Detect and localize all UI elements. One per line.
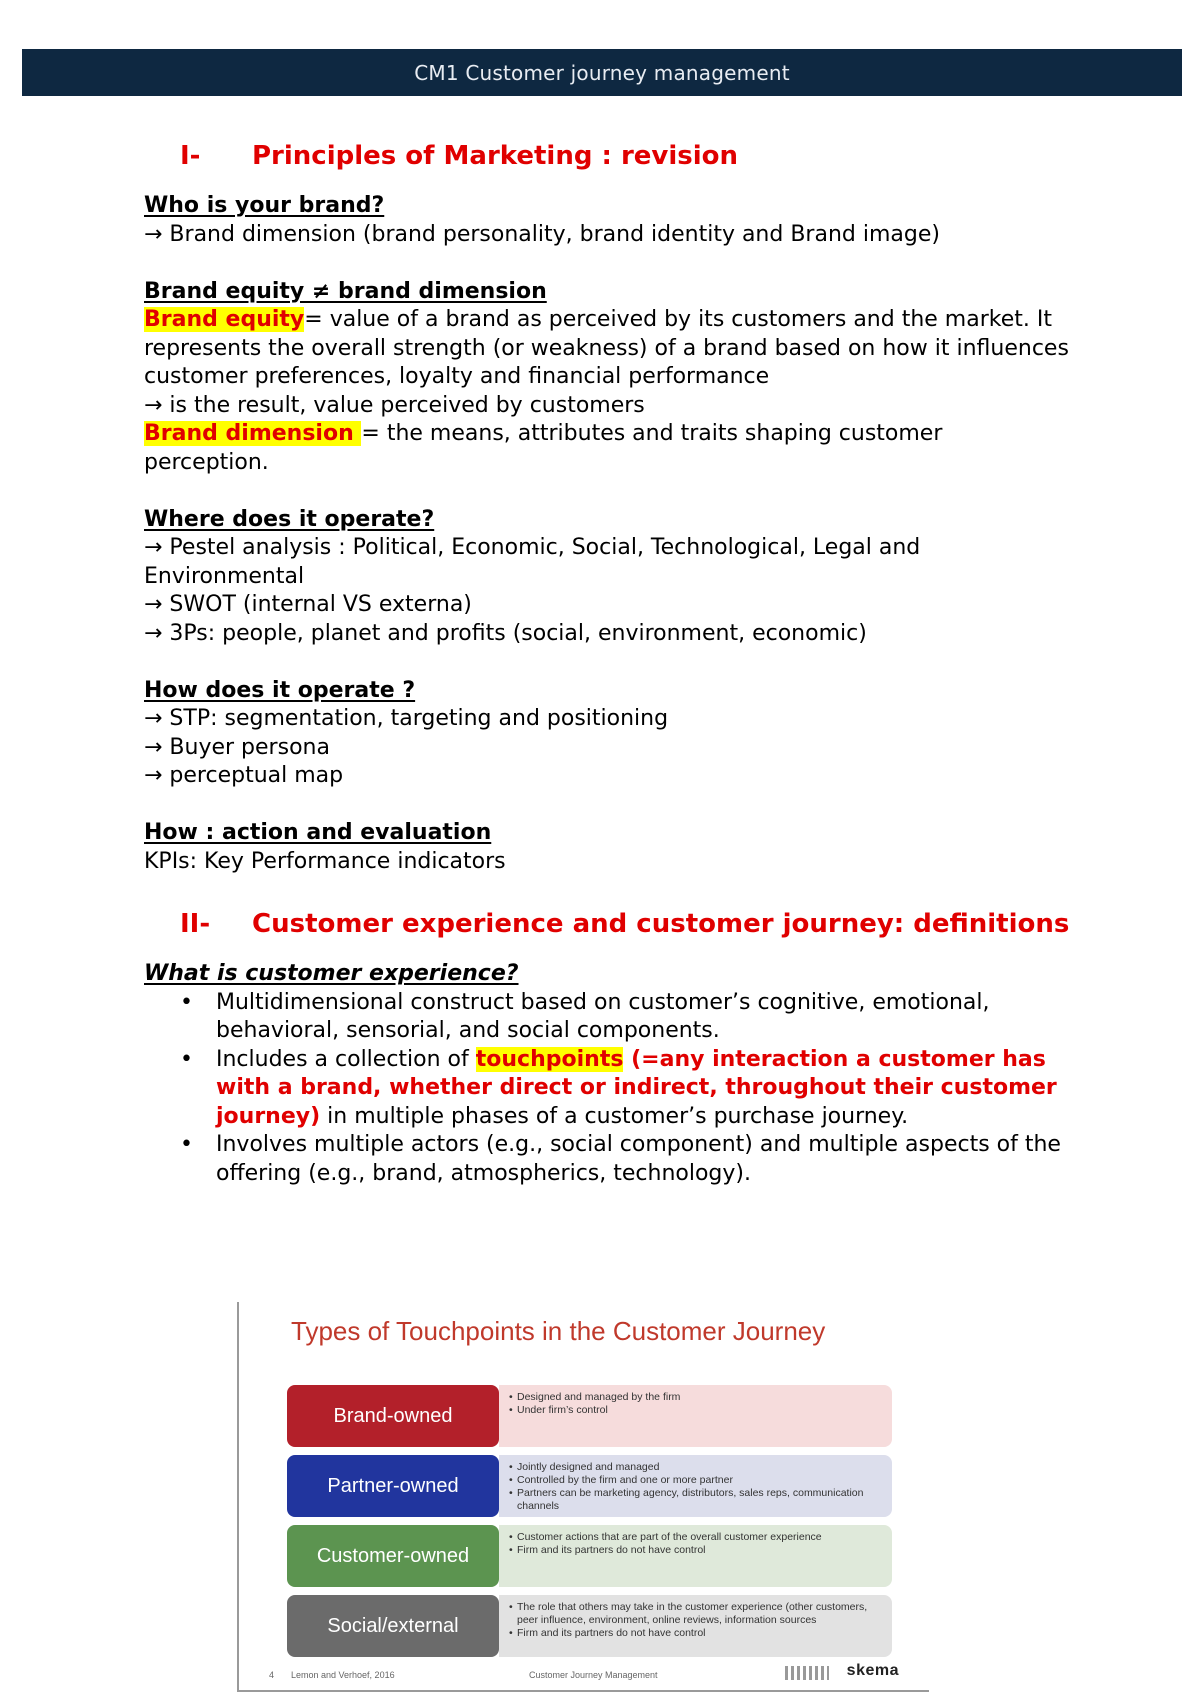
partner-logos-icon xyxy=(785,1666,829,1680)
touchpoint-label: Partner-owned xyxy=(287,1455,499,1517)
brand-dimension-definition xyxy=(144,420,1074,477)
touchpoint-description xyxy=(499,1595,892,1657)
action-question: How : action and evaluation xyxy=(144,820,492,845)
touchpoint-row xyxy=(287,1455,892,1517)
touchpoint-description xyxy=(499,1525,892,1587)
touchpoint-label: Customer-owned xyxy=(287,1525,499,1587)
equity-heading: Brand equity ≠ brand dimension xyxy=(144,278,547,304)
section-2-title: Customer experience and customer journey: definitions xyxy=(252,909,1070,939)
cx-bullet-2 xyxy=(216,1046,1074,1132)
touchpoint-row xyxy=(287,1385,892,1447)
who-line: → Brand dimension (brand personality, brand identity and Brand image) xyxy=(144,221,940,247)
how-item: → Buyer persona xyxy=(144,734,330,760)
touchpoints-definition: (=any interaction a customer has with a brand, whether direct or indirect, throughout their customer journey) xyxy=(216,1046,1057,1129)
touchpoint-point: • Firm and its partners do not have control xyxy=(517,1627,882,1640)
section-1-heading xyxy=(180,140,1074,173)
kpi-line: KPIs: Key Performance indicators xyxy=(144,848,506,874)
brand-dimension-text: = the means, attributes and traits shaping customer perception. xyxy=(144,421,943,475)
brand-equity-text: = value of a brand as perceived by its customers and the market. It represents the overall strength (or weakness) of a brand based on how it influences customer preferences, loyalty and financial performance xyxy=(144,307,1069,389)
how-item: → perceptual map xyxy=(144,763,344,788)
skema-logo: skema xyxy=(846,1662,899,1679)
header-title: CM1 Customer journey management xyxy=(414,60,790,85)
section-1-title: Principles of Marketing : revision xyxy=(252,141,739,171)
slide-footer xyxy=(269,1662,909,1684)
section-1-number: I- xyxy=(180,141,201,171)
cx-bullet-1: • Multidimensional construct based on customer’s cognitive, emotional, behavioral, sensorial, and social components. xyxy=(216,989,1074,1046)
touchpoint-point: • Designed and managed by the firm xyxy=(517,1391,882,1404)
slide-page-number: 4 xyxy=(269,1670,275,1680)
section-2-number: II- xyxy=(180,909,211,939)
slide-course: Customer Journey Management xyxy=(529,1670,658,1680)
bullet-2-prefix: Includes a collection of xyxy=(216,1046,476,1072)
touchpoints-term: touchpoints xyxy=(475,1046,624,1072)
brand-equity-definition xyxy=(144,306,1074,392)
bullet-2-suffix: in multiple phases of a customer’s purchase journey. xyxy=(320,1103,909,1129)
slide-title: Types of Touchpoints in the Customer Journey xyxy=(291,1316,826,1346)
how-item: → STP: segmentation, targeting and positioning xyxy=(144,706,669,731)
where-question: Where does it operate? xyxy=(144,506,435,532)
cx-bullet-3: • Involves multiple actors (e.g., social component) and multiple aspects of the offering (e.g., brand, atmospherics, technology). xyxy=(216,1131,1074,1188)
where-item: → Pestel analysis : Political, Economic, Social, Technological, Legal and Environmental xyxy=(144,535,921,589)
brand-dimension-term: Brand dimension xyxy=(144,421,362,446)
cx-bullet-list xyxy=(144,989,1074,1189)
cx-question: What is customer experience? xyxy=(144,961,519,986)
touchpoint-point: • Under firm’s control xyxy=(517,1404,882,1417)
touchpoints-slide-image xyxy=(237,1302,929,1692)
touchpoint-point: • Customer actions that are part of the overall customer experience xyxy=(517,1531,882,1544)
touchpoint-point: • Firm and its partners do not have control xyxy=(517,1544,882,1557)
touchpoint-row xyxy=(287,1595,892,1657)
touchpoint-label: Social/external xyxy=(287,1595,499,1657)
touchpoint-point: • The role that others may take in the customer experience (other customers, peer influence, environment, online reviews, information sources xyxy=(517,1601,882,1627)
how-question: How does it operate ? xyxy=(144,677,416,703)
brand-equity-term: Brand equity xyxy=(144,307,305,332)
touchpoint-point: • Partners can be marketing agency, distributors, sales reps, communication channels xyxy=(517,1487,882,1513)
touchpoint-description xyxy=(499,1385,892,1447)
who-question: Who is your brand? xyxy=(144,193,385,218)
slide-source: Lemon and Verhoef, 2016 xyxy=(291,1670,395,1680)
touchpoint-point: • Controlled by the firm and one or more partner xyxy=(517,1474,882,1487)
where-item: → SWOT (internal VS externa) xyxy=(144,592,472,617)
touchpoint-point: • Jointly designed and managed xyxy=(517,1461,882,1474)
touchpoint-row xyxy=(287,1525,892,1587)
page-header xyxy=(22,49,1182,96)
equity-result: → is the result, value perceived by customers xyxy=(144,392,645,418)
touchpoint-description xyxy=(499,1455,892,1517)
touchpoint-label: Brand-owned xyxy=(287,1385,499,1447)
section-2-heading xyxy=(180,908,1074,941)
where-item: → 3Ps: people, planet and profits (social, environment, economic) xyxy=(144,620,867,646)
document-body xyxy=(144,140,1074,1188)
